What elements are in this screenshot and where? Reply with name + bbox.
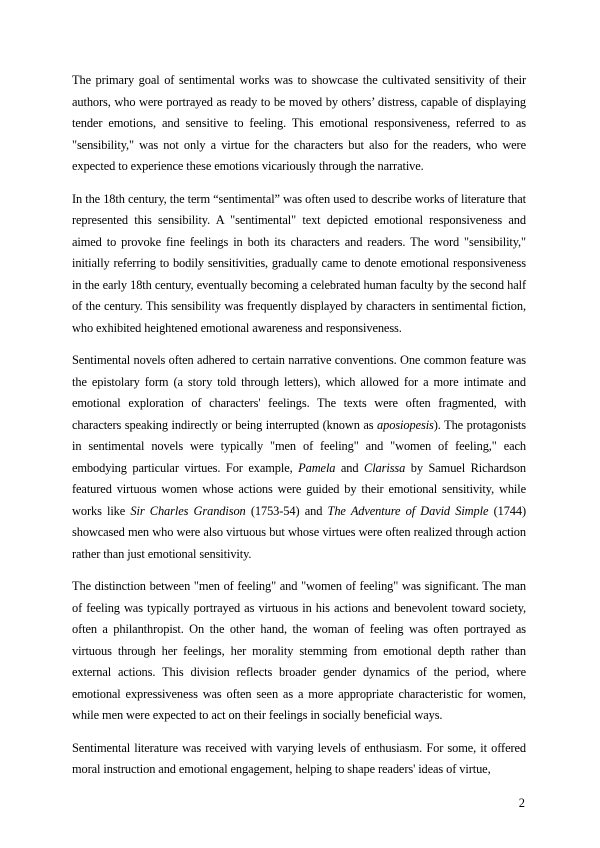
paragraph-text: (1744) showcased men who were also virtuous but whose virtues were often realized through action rather than just emotional sensitivity. (72, 503, 527, 561)
italic-title: Sir Charles Grandison (130, 503, 246, 518)
paragraph-text: The primary goal of sentimental works was to showcase the cultivated sensitivity of their authors, who were portrayed as ready to be moved by others’ distress, capable of displaying tender emotions, and sensitive to feeling. This emotional responsiveness, referred to as "sensibility," was not only a virtue for the characters but also for the readers, who were expected to experience these emotions vicariously through the narrative. (72, 73, 526, 173)
paragraph-text: and (335, 460, 365, 475)
paragraph-text: (1753-54) and (245, 503, 328, 518)
italic-title: The Adventure of David Simple (327, 503, 489, 518)
paragraph-text: by Samuel Richardson featured virtuous women whose actions were guided by their emotional sensitivity, while works like (72, 460, 527, 518)
paragraph-3 (72, 350, 526, 565)
italic-title: aposiopesis (377, 417, 434, 432)
paragraph-5 (72, 738, 526, 781)
paragraph-1 (72, 70, 526, 178)
paragraph-2 (72, 189, 526, 340)
italic-title: Pamela (298, 460, 336, 475)
paragraph-text: ). The protagonists in sentimental novels were typically "men of feeling" and "women of feeling," each embodying particular virtues. For example, (72, 417, 526, 475)
paragraph-4 (72, 576, 526, 727)
paragraph-text: Sentimental novels often adhered to certain narrative conventions. One common feature was the epistolary form (a story told through letters), which allowed for a more intimate and emotional exploration of characters' feelings. The texts were often fragmented, with characters speaking indirectly or being interrupted (known as (72, 353, 526, 432)
document-body (72, 70, 526, 792)
italic-title: Clarissa (364, 460, 406, 475)
paragraph-text: The distinction between "men of feeling" and "women of feeling" was significant. The man of feeling was typically portrayed as virtuous in his actions and benevolent toward society, often a philanthropist. On the other hand, the woman of feeling was often portrayed as virtuous through her feelings, her morality stemming from emotional depth rather than external actions. This division reflects broader gender dynamics of the period, where emotional expressiveness was often seen as a more appropriate characteristic for women, while men were expected to act on their feelings in socially beneficial ways. (72, 579, 526, 722)
page-number: 2 (518, 796, 525, 810)
paragraph-text: In the 18th century, the term “sentimental” was often used to describe works of literature that represented this sensibility. A "sentimental" text depicted emotional responsiveness and aimed to provoke fine feelings in both its characters and readers. The word "sensibility," initially referring to bodily sensitivities, gradually came to denote emotional responsiveness in the early 18th century, eventually becoming a celebrated human faculty by the second half of the century. This sensibility was frequently displayed by characters in sentimental fiction, who exhibited heightened emotional awareness and responsiveness. (72, 191, 526, 335)
paragraph-text: Sentimental literature was received with varying levels of enthusiasm. For some, it offered moral instruction and emotional engagement, helping to shape readers' ideas of virtue, (72, 740, 526, 776)
